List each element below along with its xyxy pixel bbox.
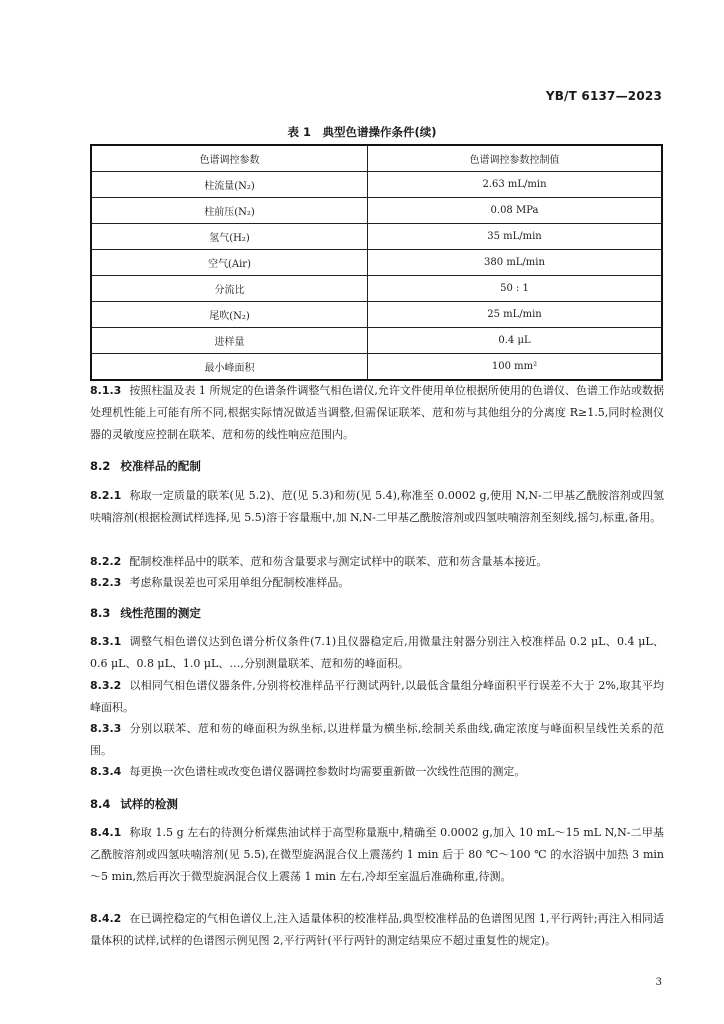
parameter-cell: 分流比: [91, 276, 368, 302]
parameter-cell: 尾吹(N₂): [91, 302, 368, 328]
value-cell: 0.08 MPa: [368, 198, 663, 224]
table-row: [91, 276, 662, 302]
clause-8-3-1: [90, 631, 664, 675]
table-row: [91, 328, 662, 354]
clause-number: 8.1.3: [90, 384, 122, 397]
section-title: 试样的检测: [120, 797, 178, 811]
chromatography-conditions-table: [90, 144, 663, 381]
value-cell: 35 mL/min: [368, 224, 663, 250]
parameter-cell: 氢气(H₂): [91, 224, 368, 250]
clause-8-3-2: [90, 675, 664, 719]
section-heading-8-4: [90, 796, 178, 812]
clause-number: 8.3.1: [90, 635, 122, 648]
clause-8-1-3: [90, 380, 664, 446]
section-heading-8-2: [90, 458, 201, 474]
clause-number: 8.4.1: [90, 826, 122, 839]
table-row: [91, 354, 662, 381]
clause-number: 8.2.2: [90, 555, 122, 568]
value-cell: 100 mm²: [368, 354, 663, 381]
table-row: [91, 224, 662, 250]
page-number: 3: [655, 977, 662, 988]
value-cell: 50 : 1: [368, 276, 663, 302]
clause-8-3-4: [90, 761, 664, 783]
clause-text: 按照柱温及表 1 所规定的色谱条件调整气相色谱仪,允许文件使用单位根据所使用的色谱仪、色谱工作站或数据处理机性能上可能有所不同,根据实际情况做适当调整,但需保证联苯、苊和芴与其他组分的分离度 R≥1.5,同时检测仪器的灵敏度应控制在联苯、苊和芴的线性响应范围内。: [90, 384, 664, 441]
clause-8-2-3: [90, 572, 664, 594]
table-row: [91, 302, 662, 328]
section-number: 8.4: [90, 797, 111, 811]
clause-8-3-3: [90, 718, 664, 762]
clause-number: 8.2.1: [90, 489, 122, 502]
value-cell: 25 mL/min: [368, 302, 663, 328]
table-row: [91, 198, 662, 224]
clause-number: 8.2.3: [90, 576, 122, 589]
clause-text: 称取 1.5 g 左右的待测分析煤焦油试样于高型称量瓶中,精确至 0.0002 g,加入 10 mL～15 mL N,N-二甲基乙酰胺溶剂或四氢呋喃溶剂(见 5.5),在微型旋涡混合仪上震荡约 1 min 后于 80 ℃～100 ℃ 的水浴锅中加热 3 min～5 min,然后再次于微型旋涡混合仪上震荡 1 min 左右,冷却至室温后准确称重,待测。: [90, 826, 664, 883]
clause-8-2-2: [90, 551, 664, 573]
value-cell: 2.63 mL/min: [368, 172, 663, 198]
parameter-cell: 进样量: [91, 328, 368, 354]
section-title: 校准样品的配制: [120, 459, 201, 473]
table-row: [91, 250, 662, 276]
clause-8-4-2: [90, 908, 664, 952]
table-title: 表 1 典型色谱操作条件(续): [287, 125, 437, 139]
clause-number: 8.3.2: [90, 679, 122, 692]
clause-text: 在已调控稳定的气相色谱仪上,注入适量体积的校准样品,典型校准样品的色谱图见图 1,平行两针;再注入相同适量体积的试样,试样的色谱图示例见图 2,平行两针(平行两针的测定结果应不超过重复性的规定)。: [90, 912, 664, 947]
clause-text: 分别以联苯、苊和芴的峰面积为纵坐标,以进样量为横坐标,绘制关系曲线,确定浓度与峰面积呈线性关系的范围。: [90, 722, 664, 757]
clause-number: 8.3.3: [90, 722, 122, 735]
clause-text: 每更换一次色谱柱或改变色谱仪器调控参数时均需要重新做一次线性范围的测定。: [129, 765, 526, 778]
column-header-value: 色谱调控参数控制值: [368, 145, 663, 172]
clause-text: 考虑称量误差也可采用单组分配制校准样品。: [129, 576, 350, 589]
clause-text: 配制校准样品中的联苯、苊和芴含量要求与测定试样中的联苯、苊和芴含量基本接近。: [129, 555, 548, 568]
section-heading-8-3: [90, 605, 201, 621]
clause-text: 称取一定质量的联苯(见 5.2)、苊(见 5.3)和芴(见 5.4),称准至 0.0002 g,使用 N,N-二甲基乙酰胺溶剂或四氢呋喃溶剂(根据检测试样选择,见 5.5)溶于容量瓶中,加 N,N-二甲基乙酰胺溶剂或四氢呋喃溶剂至刻线,摇匀,标重,备用。: [90, 489, 664, 524]
parameter-cell: 柱前压(N₂): [91, 198, 368, 224]
parameter-cell: 空气(Air): [91, 250, 368, 276]
section-title: 线性范围的测定: [120, 606, 201, 620]
column-header-parameter: 色谱调控参数: [91, 145, 368, 172]
standard-code: YB/T 6137—2023: [545, 89, 662, 103]
clause-number: 8.4.2: [90, 912, 122, 925]
clause-number: 8.3.4: [90, 765, 122, 778]
table-header-row: [91, 145, 662, 172]
clause-8-4-1: [90, 822, 664, 888]
clause-text: 以相同气相色谱仪器条件,分别将校准样品平行测试两针,以最低含量组分峰面积平行误差不大于 2%,取其平均峰面积。: [90, 679, 664, 714]
table-row: [91, 172, 662, 198]
value-cell: 0.4 μL: [368, 328, 663, 354]
clause-text: 调整气相色谱仪达到色谱分析仪条件(7.1)且仪器稳定后,用微量注射器分别注入校准样品 0.2 μL、0.4 μL、0.6 μL、0.8 μL、1.0 μL、…,分别测量联苯、苊和芴的峰面积。: [90, 635, 664, 670]
section-number: 8.3: [90, 606, 111, 620]
clause-8-2-1: [90, 485, 664, 529]
parameter-cell: 最小峰面积: [91, 354, 368, 381]
section-number: 8.2: [90, 459, 111, 473]
parameter-cell: 柱流量(N₂): [91, 172, 368, 198]
value-cell: 380 mL/min: [368, 250, 663, 276]
